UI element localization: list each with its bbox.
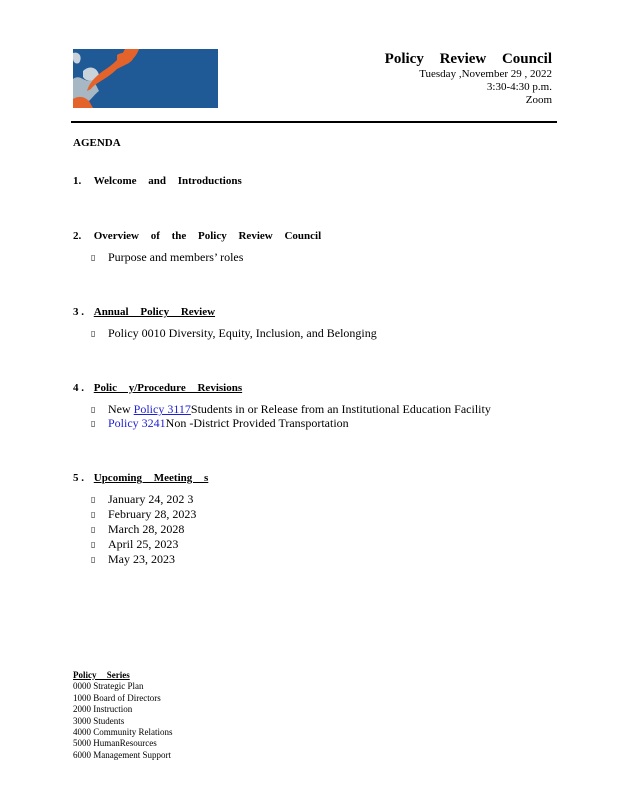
bullet-icon: ▯ bbox=[91, 555, 96, 564]
list-item bbox=[91, 537, 178, 552]
list-item-text: Purpose and members’ roles bbox=[108, 250, 244, 264]
agenda-item-5 bbox=[73, 472, 208, 484]
list-item bbox=[91, 250, 243, 265]
section-title: Overview of the Policy Review Council bbox=[93, 230, 322, 242]
meeting-date-item: March 28, 2028 bbox=[108, 522, 185, 536]
bullet-icon: ▯ bbox=[91, 405, 96, 414]
bullet-icon: ▯ bbox=[91, 495, 96, 504]
bullet-icon: ▯ bbox=[91, 525, 96, 534]
agenda-heading: AGENDA bbox=[73, 137, 121, 149]
meeting-title: Policy Review Council bbox=[384, 51, 552, 67]
list-item-prefix: New bbox=[108, 402, 134, 416]
bullet-icon: ▯ bbox=[91, 253, 96, 262]
section-number: 3 . bbox=[73, 306, 84, 318]
section-title: Polic y/Procedure Revisions bbox=[93, 382, 243, 394]
list-item bbox=[91, 552, 175, 567]
meeting-date: Tuesday ,November 29 , 2022 bbox=[419, 68, 552, 80]
policy-series-line: 3000 Students bbox=[73, 715, 125, 726]
policy-series-line: 1000 Board of Directors bbox=[73, 692, 161, 703]
meeting-header bbox=[385, 50, 552, 107]
list-item bbox=[91, 522, 184, 537]
policy-3117-link[interactable]: Policy 3117 bbox=[133, 402, 191, 416]
policy-series-heading: Policy Series bbox=[73, 670, 130, 680]
policy-series-list bbox=[73, 670, 173, 761]
policy-series-line: 4000 Community Relations bbox=[73, 727, 173, 738]
section-number: 2. bbox=[73, 230, 82, 242]
bullet-icon: ▯ bbox=[91, 419, 96, 428]
section-number: 1. bbox=[73, 175, 82, 187]
meeting-date-item: April 25, 2023 bbox=[108, 537, 179, 551]
bullet-icon: ▯ bbox=[91, 540, 96, 549]
policy-series-line: 5000 HumanResources bbox=[73, 738, 157, 749]
meeting-date-item: May 23, 2023 bbox=[108, 552, 175, 566]
agenda-item-2 bbox=[73, 230, 321, 242]
district-logo bbox=[73, 49, 218, 108]
section-title: Welcome and Introductions bbox=[93, 175, 242, 187]
policy-series-line: 6000 Management Support bbox=[73, 749, 171, 760]
list-item bbox=[91, 507, 196, 522]
section-title: Annual Policy Review bbox=[93, 306, 216, 318]
meeting-date-item: January 24, 202 3 bbox=[108, 492, 194, 506]
bullet-icon: ▯ bbox=[91, 329, 96, 338]
agenda-item-4 bbox=[73, 382, 242, 394]
section-title: Upcoming Meeting s bbox=[93, 472, 209, 484]
bullet-icon: ▯ bbox=[91, 510, 96, 519]
section-number: 5 . bbox=[73, 472, 84, 484]
list-item bbox=[91, 326, 377, 341]
list-item bbox=[91, 402, 491, 417]
meeting-date-item: February 28, 2023 bbox=[108, 507, 197, 521]
list-item bbox=[91, 492, 193, 507]
agenda-item-3 bbox=[73, 306, 215, 318]
list-item-text: Students in or Release from an Institutional Education Facility bbox=[190, 402, 491, 416]
header-divider bbox=[71, 121, 557, 123]
meeting-time: 3:30-4:30 p.m. bbox=[486, 81, 552, 93]
list-item-text: Non -District Provided Transportation bbox=[165, 416, 349, 430]
list-item bbox=[91, 416, 349, 431]
agenda-item-1 bbox=[73, 175, 242, 187]
list-item-text: Policy 0010 Diversity, Equity, Inclusion, and Belonging bbox=[108, 326, 377, 340]
policy-series-line: 0000 Strategic Plan bbox=[73, 681, 144, 692]
meeting-location: Zoom bbox=[525, 94, 552, 106]
policy-3241-link[interactable]: Policy 3241 bbox=[108, 416, 166, 430]
policy-series-line: 2000 Instruction bbox=[73, 704, 133, 715]
section-number: 4 . bbox=[73, 382, 84, 394]
